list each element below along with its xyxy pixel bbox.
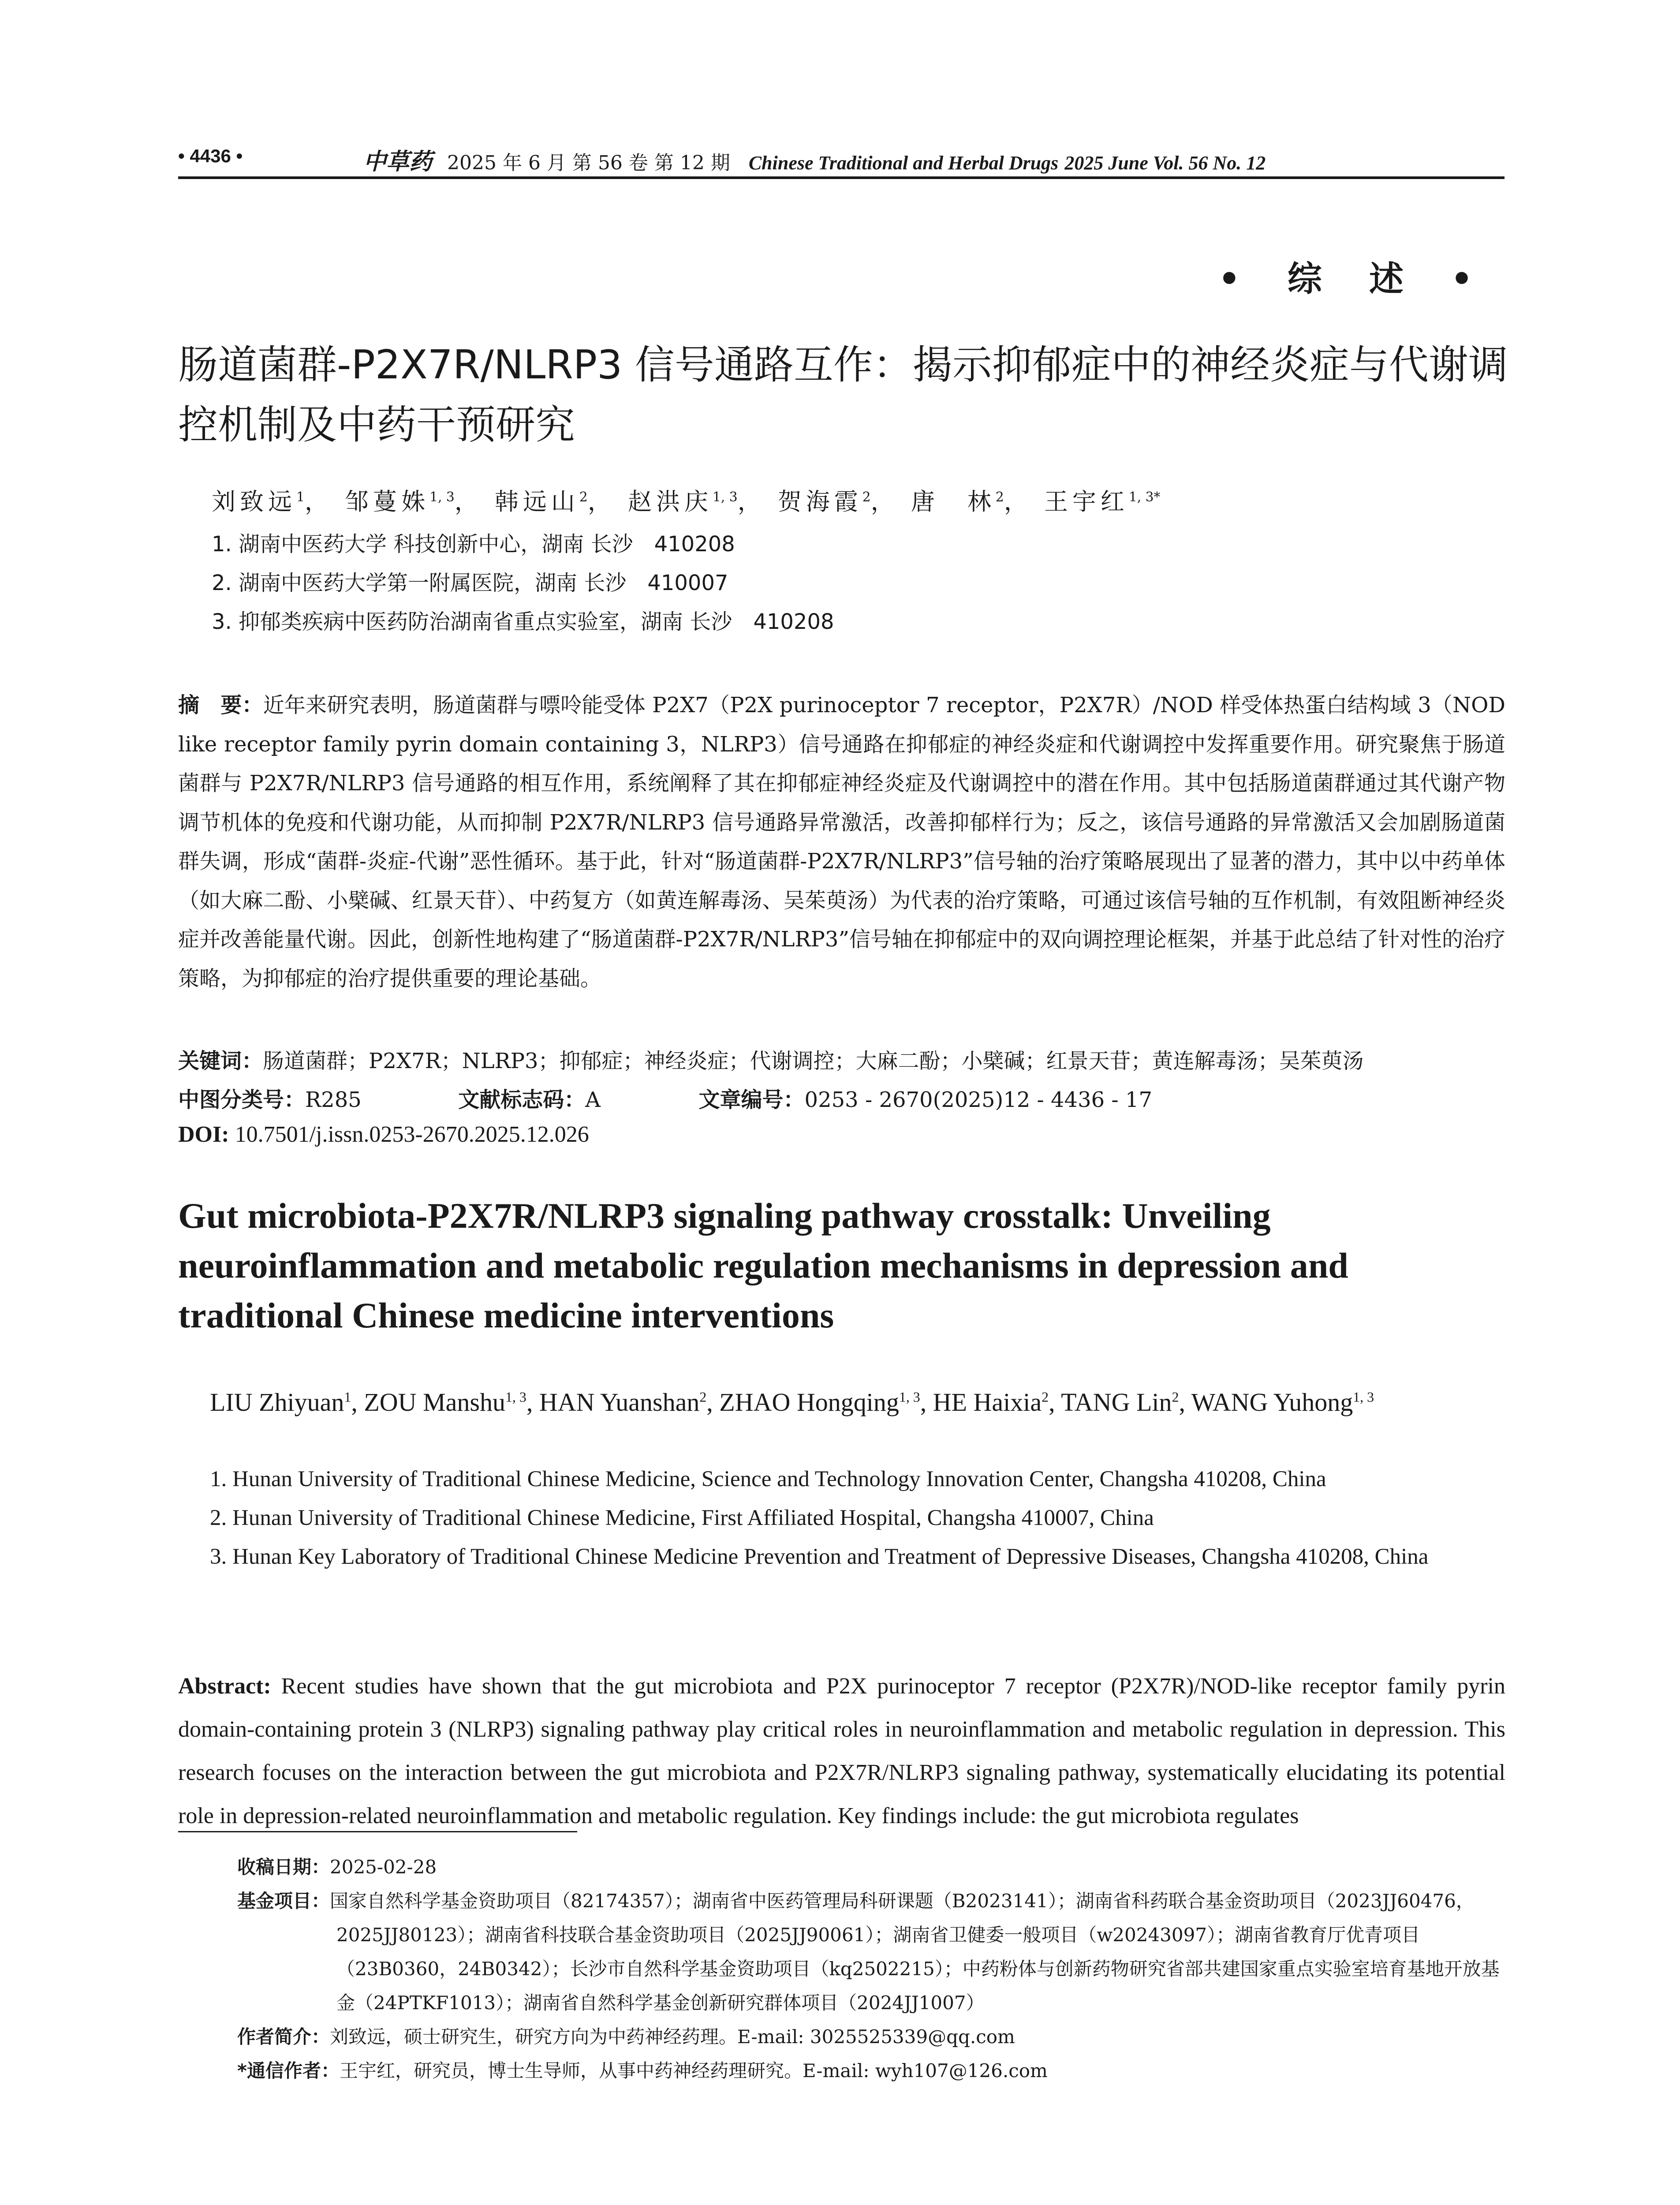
doi-line	[178, 1121, 1505, 1147]
doc-code-value: A	[585, 1088, 601, 1112]
author-cn: 唐 林$^2$	[911, 488, 1004, 516]
abstract-en	[178, 1665, 1505, 1838]
author-en: WANG Yuhong$^{1, 3}$	[1191, 1388, 1374, 1417]
abstract-cn-label: 摘 要：	[178, 693, 263, 718]
keywords-cn	[178, 1044, 1505, 1074]
author-cn: 贺海霞$^2$	[777, 488, 871, 516]
affiliation-en: 2. Hunan University of Traditional Chinese Medicine, First Affiliated Hospital, Changsha 410007, China	[210, 1506, 1154, 1530]
header-rule	[178, 176, 1505, 179]
footnote-rule	[178, 1831, 577, 1832]
affiliation-cn: 3. 抑郁类疾病中医药防治湖南省重点实验室，湖南 长沙 410208	[212, 609, 834, 634]
author-cn: 刘致远$^1$	[212, 488, 305, 516]
abstract-cn-text: 近年来研究表明，肠道菌群与嘌呤能受体 P2X7（P2X purinoceptor 7 receptor，P2X7R）/NOD 样受体热蛋白结构域 3（NOD like receptor family pyrin domain containing 3，NLRP3）信号通路在抑郁症的神经炎症和代谢调控中发挥重要作用。研究聚焦于肠道菌群与 P2X7R/NLRP3 信号通路的相互作用，系统阐释了其在抑郁症神经炎症及代谢调控中的潜在作用。其中包括肠道菌群通过其代谢产物调节机体的免疫和代谢功能，从而抑制 P2X7R/NLRP3 信号通路异常激活，改善抑郁样行为；反之，该信号通路的异常激活又会加剧肠道菌群失调，形成“菌群-炎症-代谢”恶性循环。基于此，针对“肠道菌群-P2X7R/NLRP3”信号轴的治疗策略展现出了显著的潜力，其中以中药单体（如大麻二酚、小檗碱、红景天苷）、中药复方（如黄连解毒汤、吴茱萸汤）为代表的治疗策略，可通过该信号轴的互作机制，有效阻断神经炎症并改善能量代谢。因此，创新性地构建了“肠道菌群-P2X7R/NLRP3”信号轴在抑郁症中的双向调控理论框架，并基于此总结了针对性的治疗策略，为抑郁症的治疗提供重要的理论基础。	[178, 693, 1506, 991]
abstract-cn	[178, 686, 1505, 998]
author-en: LIU Zhiyuan$^1$	[210, 1388, 351, 1417]
issue-cn: 2025 年 6 月 第 56 卷 第 12 期	[447, 152, 730, 174]
running-header	[178, 140, 1505, 184]
author-en: ZHAO Hongqing$^{1, 3}$	[719, 1388, 920, 1417]
article-no-label: 文章编号：	[698, 1088, 805, 1112]
abstract-en-text: Recent studies have shown that the gut microbiota and P2X purinoceptor 7 receptor (P2X7R)/NOD-like receptor family pyrin domain-containing protein 3 (NLRP3) signaling pathway play critical roles in neuroinflammation and metabolic regulation in depression. This research focuses on the interaction between the gut microbiota and P2X7R/NLRP3 signaling pathway, systematically elucidating its potential role in depression-related neuroinflammation and metabolic regulation. Key findings include: the gut microbiota regulates	[178, 1674, 1506, 1828]
affiliation-en: 3. Hunan Key Laboratory of Traditional Chinese Medicine Prevention and Treatment of Depressive Diseases, Changsha 410208, China	[210, 1544, 1429, 1569]
journal-info	[363, 143, 1266, 176]
author-en: HAN Yuanshan$^2$	[539, 1388, 707, 1417]
author-cn: 赵洪庆$^{1, 3}$	[627, 488, 738, 516]
author-en: TANG Lin$^2$	[1061, 1388, 1179, 1417]
clc-label: 中图分类号：	[178, 1088, 306, 1112]
affiliation-en: 1. Hunan University of Traditional Chinese Medicine, Science and Technology Innovation Center, Changsha 410208, China	[210, 1467, 1326, 1491]
author-en: HE Haixia$^2$	[933, 1388, 1049, 1417]
author-cn: 邹蔓姝$^{1, 3}$	[345, 488, 455, 516]
journal-name-en: Chinese Traditional and Herbal Drugs	[748, 152, 1059, 174]
page-number: • 4436 •	[178, 146, 243, 166]
affiliation-cn: 2. 湖南中医药大学第一附属医院，湖南 长沙 410007	[212, 571, 728, 595]
footnote-funding: 基金项目：国家自然科学基金资助项目（82174357）；湖南省中医药管理局科研课题（B2023141）；湖南省科药联合基金资助项目（2023JJ60476，2025JJ80123）；湖南省科技联合基金资助项目（2025JJ90061）；湖南省卫健委一般项目（w20243097）；湖南省教育厅优青项目（23B0360，24B0342）；长沙市自然科学基金资助项目（kq2502215）；中药粉体与创新药物研究省部共建国家重点实验室培育基地开放基金（24PTKF1013）；湖南省自然科学基金创新研究群体项目（2024JJ1007）	[237, 1890, 1500, 2014]
footnote-author-bio: 作者简介：刘致远，硕士研究生，研究方向为中药神经药理。E-mail: 3025525339@qq.com	[237, 2026, 1015, 2048]
keywords-cn-label: 关键词：	[178, 1049, 263, 1073]
footnote-received: 收稿日期：2025-02-28	[237, 1856, 437, 1878]
footnote-corresponding: *通信作者：王宇红，研究员，博士生导师，从事中药神经药理研究。E-mail: wyh107@126.com	[237, 2060, 1048, 2082]
issue-en: 2025 June Vol. 56 No. 12	[1064, 152, 1266, 174]
author-en: ZOU Manshu$^{1, 3}$	[364, 1388, 526, 1417]
section-label: • 综 述 •	[1218, 259, 1490, 299]
author-cn: 韩远山$^2$	[494, 488, 588, 516]
doc-code-label: 文献标志码：	[458, 1088, 586, 1112]
keywords-cn-text: 肠道菌群；P2X7R；NLRP3；抑郁症；神经炎症；代谢调控；大麻二酚；小檗碱；红景天苷；黄连解毒汤；吴茱萸汤	[263, 1049, 1364, 1073]
abstract-en-label: Abstract:	[178, 1674, 271, 1699]
authors-en: LIU Zhiyuan$^1$, ZOU Manshu$^{1, 3}$, HAN Yuanshan$^2$, ZHAO Hongqing$^{1, 3}$, HE Haixia$^2$, TANG Lin$^2$, WANG Yuhong$^{1, 3}$	[210, 1388, 1374, 1417]
journal-name-cn: 中草药	[363, 148, 433, 175]
authors-cn: 刘致远$^1$， 邹蔓姝$^{1, 3}$， 韩远山$^2$， 赵洪庆$^{1, 3}$， 贺海霞$^2$， 唐 林$^2$， 王宇红$^{1, 3*}$	[212, 488, 1161, 516]
clc-value: R285	[305, 1088, 362, 1112]
title-en: Gut microbiota-P2X7R/NLRP3 signaling pathway crosstalk: Unveiling neuroinflammation and metabolic regulation mechanisms in depression and traditional Chinese medicine interventions	[178, 1196, 1348, 1335]
title-cn: 肠道菌群-P2X7R/NLRP3 信号通路互作：揭示抑郁症中的神经炎症与代谢调控机制及中药干预研究	[178, 342, 1508, 448]
author-cn: 王宇红$^{1, 3*}$	[1044, 488, 1161, 516]
classification-line	[178, 1083, 1505, 1113]
doi-link[interactable]: 10.7501/j.issn.0253-2670.2025.12.026	[235, 1122, 589, 1147]
affiliation-cn: 1. 湖南中医药大学 科技创新中心，湖南 长沙 410208	[212, 532, 735, 557]
doi-label: DOI:	[178, 1122, 229, 1147]
article-no-value: 0253 - 2670(2025)12 - 4436 - 17	[804, 1088, 1152, 1112]
